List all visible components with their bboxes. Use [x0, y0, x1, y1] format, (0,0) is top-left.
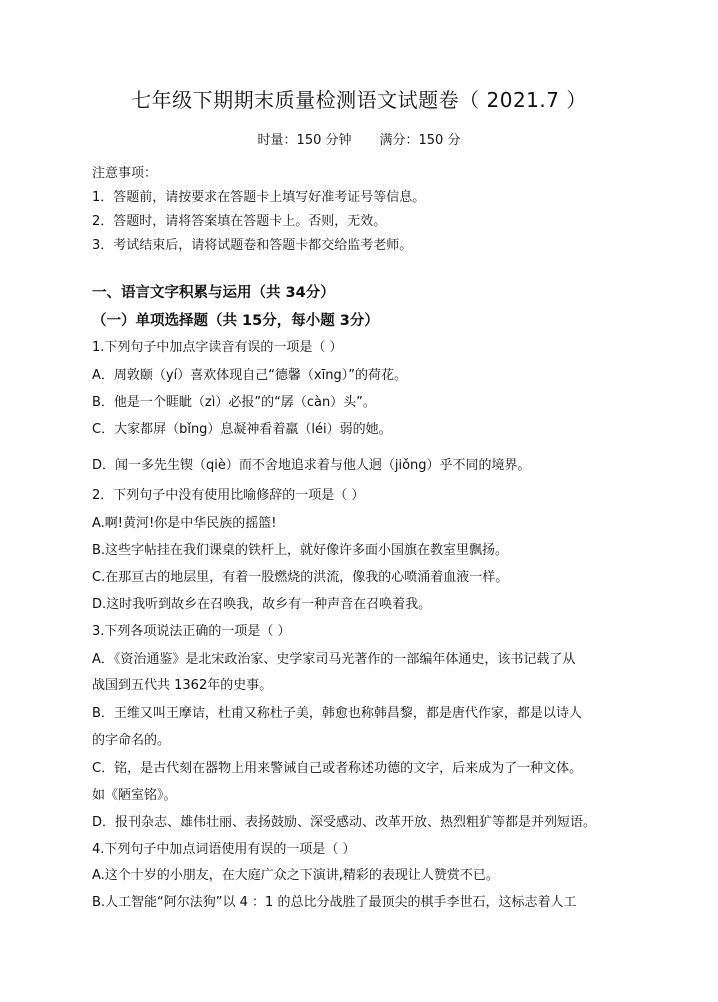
question-text-line: 的字命名的。 — [92, 733, 171, 748]
question-option: C.在那亘古的地层里，有着一股燃烧的洪流，像我的心喷涌着血液一样。 — [92, 570, 509, 585]
question-option: B.这些字帖挂在我们课桌的铁杆上，就好像许多面小国旗在教室里飘扬。 — [92, 543, 509, 558]
question-option: D．闻一多先生锲（qiè）而不舍地追求着与他人迥（jiǒng）乎不同的境界。 — [92, 458, 531, 473]
question-option: B．他是一个睚眦（zì）必报”的“孱（càn）头”。 — [92, 395, 376, 410]
subsection-heading: （一）单项选择题（共 15分，每小题 3分） — [92, 313, 379, 329]
note-item: 3．考试结束后，请将试题卷和答题卡都交给监考老师。 — [92, 238, 413, 253]
section-heading: 一、语言文字积累与运用（共 34分） — [92, 285, 335, 301]
question-stem: 3.下列各项说法正确的一项是（ ） — [92, 624, 291, 639]
question-stem: 1.下列句子中加点字读音有误的一项是（ ） — [92, 340, 343, 355]
question-text-line: B．王维又叫王摩诘，杜甫又称杜子美，韩愈也称韩昌黎，都是唐代作家，都是以诗人 — [92, 706, 582, 721]
question-text-line: B.人工智能“阿尔法狗”以 4 ：1 的总比分战胜了最顶尖的棋手李世石，这标志着人工 — [92, 895, 577, 910]
exam-meta — [0, 132, 718, 150]
question-stem: 2．下列句子中没有使用比喻修辞的一项是（ ） — [92, 488, 365, 503]
question-text-line: D．报刊杂志、雄伟壮丽、表扬鼓励、深受感动、改革开放、热烈粗犷等都是并列短语。 — [92, 815, 597, 830]
full-score: 满分：150 分 — [379, 133, 461, 148]
exam-title: 七年级下期期末质量检测语文试题卷（ 2021.7 ） — [131, 88, 587, 112]
question-option: C．大家都屏（bǐng）息凝神看着羸（léi）弱的她。 — [92, 422, 392, 437]
note-item: 1．答题前，请按要求在答题卡上填写好准考证号等信息。 — [92, 190, 426, 205]
question-stem: 4.下列句子中加点词语使用有误的一项是（ ） — [92, 842, 356, 857]
notes-heading: 注意事项： — [92, 166, 158, 181]
question-text-line: A．《资治通鉴》是北宋政治家、史学家司马光著作的一部编年体通史，该书记载了从 — [92, 652, 576, 667]
question-text-line: 如《陋室铭》。 — [92, 788, 177, 803]
note-item: 2．答题时，请将答案填在答题卡上。否则，无效。 — [92, 214, 387, 229]
question-text-line: A.这个十岁的小朋友，在大庭广众之下演讲,精彩的表现让人赞赏不已。 — [92, 868, 499, 883]
question-text-line: C．铭，是古代刻在器物上用来警诫自己或者称述功德的文字，后来成为了一种文体。 — [92, 761, 583, 776]
question-option: D.这时我听到故乡在召唤我，故乡有一种声音在召唤着我。 — [92, 597, 432, 612]
time-limit: 时量：150 分钟 — [257, 133, 352, 148]
question-option: A．周敦颐（yí）喜欢体现自己“德馨（xīng）”的荷花。 — [92, 368, 407, 383]
question-text-line: 战国到五代共 1362年的史事。 — [92, 678, 273, 693]
question-option: A.啊!黄河!你是中华民族的摇篮! — [92, 516, 277, 531]
